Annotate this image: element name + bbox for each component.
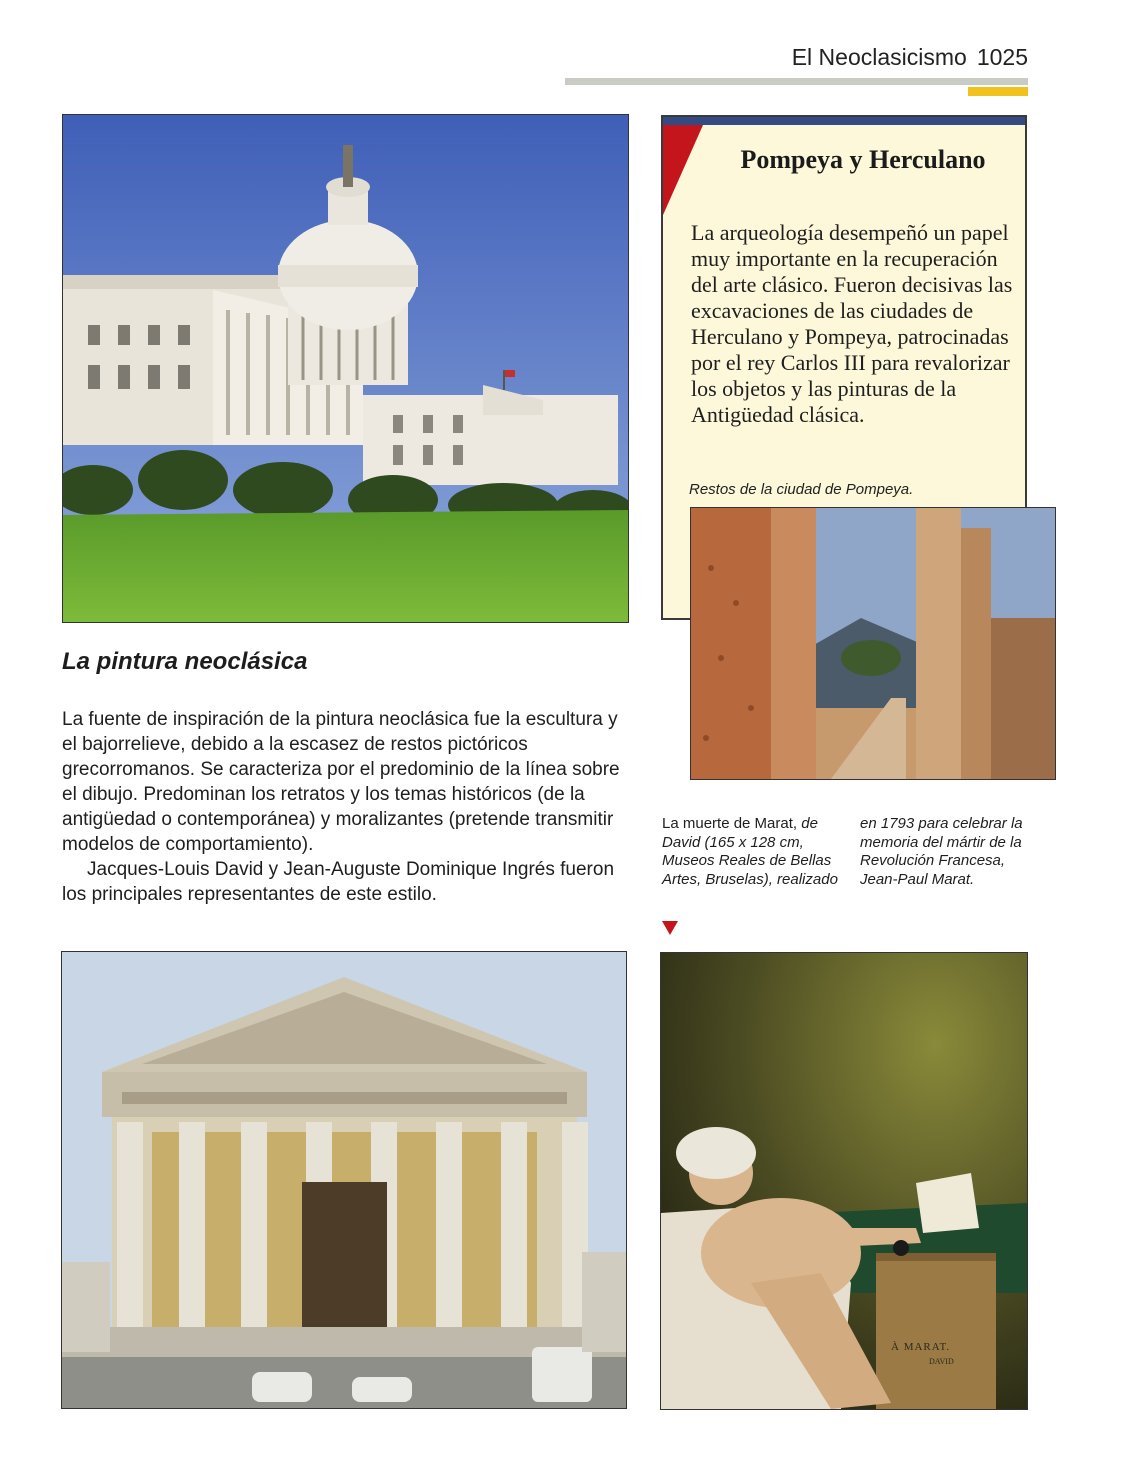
- death-of-marat-painting: [660, 952, 1028, 1410]
- sidebar-caption: Restos de la ciudad de Pompeya.: [689, 481, 914, 498]
- capitol-photo: [62, 114, 629, 623]
- pompeii-ruins-photo: [690, 507, 1056, 780]
- red-down-triangle-icon: [662, 921, 678, 935]
- painting-signature: DAVID: [929, 1357, 954, 1366]
- sidebar-title: Pompeya y Herculano: [740, 145, 986, 174]
- header-rule: [565, 78, 1028, 85]
- paragraph: La fuente de inspiración de la pintura neoclásica fue la escultura y el bajorrelieve, debido a la escasez de restos pictóricos grecorromanos. Se caracteriza por el predominio de la línea sobre el dibujo. Predominan los retratos y los temas históricos (de la antigüedad o contemporánea) y moralizantes (pretende transmitir modelos de comportamiento).: [62, 709, 620, 855]
- madeleine-church-photo: [61, 951, 627, 1409]
- marat-caption-right: en 1793 para celebrar la memoria del mártir de la Revolución Francesa, Jean-Paul Marat.: [860, 815, 1023, 888]
- page-number: 1025: [976, 44, 1028, 70]
- paragraph: Jacques-Louis David y Jean-Auguste Dominique Ingrés fueron los principales representantes de este estilo.: [62, 859, 615, 905]
- section-heading: La pintura neoclásica: [62, 648, 308, 675]
- marat-caption-text: de David (165 x 128 cm, Museos Reales de Bellas Artes, Bruselas), realizado: [662, 815, 838, 888]
- header-accent-bar: [968, 87, 1028, 96]
- sidebar-body: La arqueología desempeñó un papel muy importante en la recuperación del arte clásico. Fueron decisivas las excavaciones de las ciudades de Herculano y Pompeya, patrocinadas por el rey Carlos III para revalorizar los objetos y las pinturas de la Antigüedad clásica.: [691, 220, 1013, 427]
- section-body: [62, 707, 622, 907]
- painting-dedication: À MARAT.: [891, 1341, 951, 1353]
- chapter-title: El Neoclasicismo: [791, 44, 967, 70]
- running-header: [792, 44, 1028, 71]
- marat-caption-title: La muerte de Marat,: [662, 815, 798, 832]
- sidebar-top-bar: [663, 117, 1025, 125]
- marat-caption-left: [662, 815, 847, 889]
